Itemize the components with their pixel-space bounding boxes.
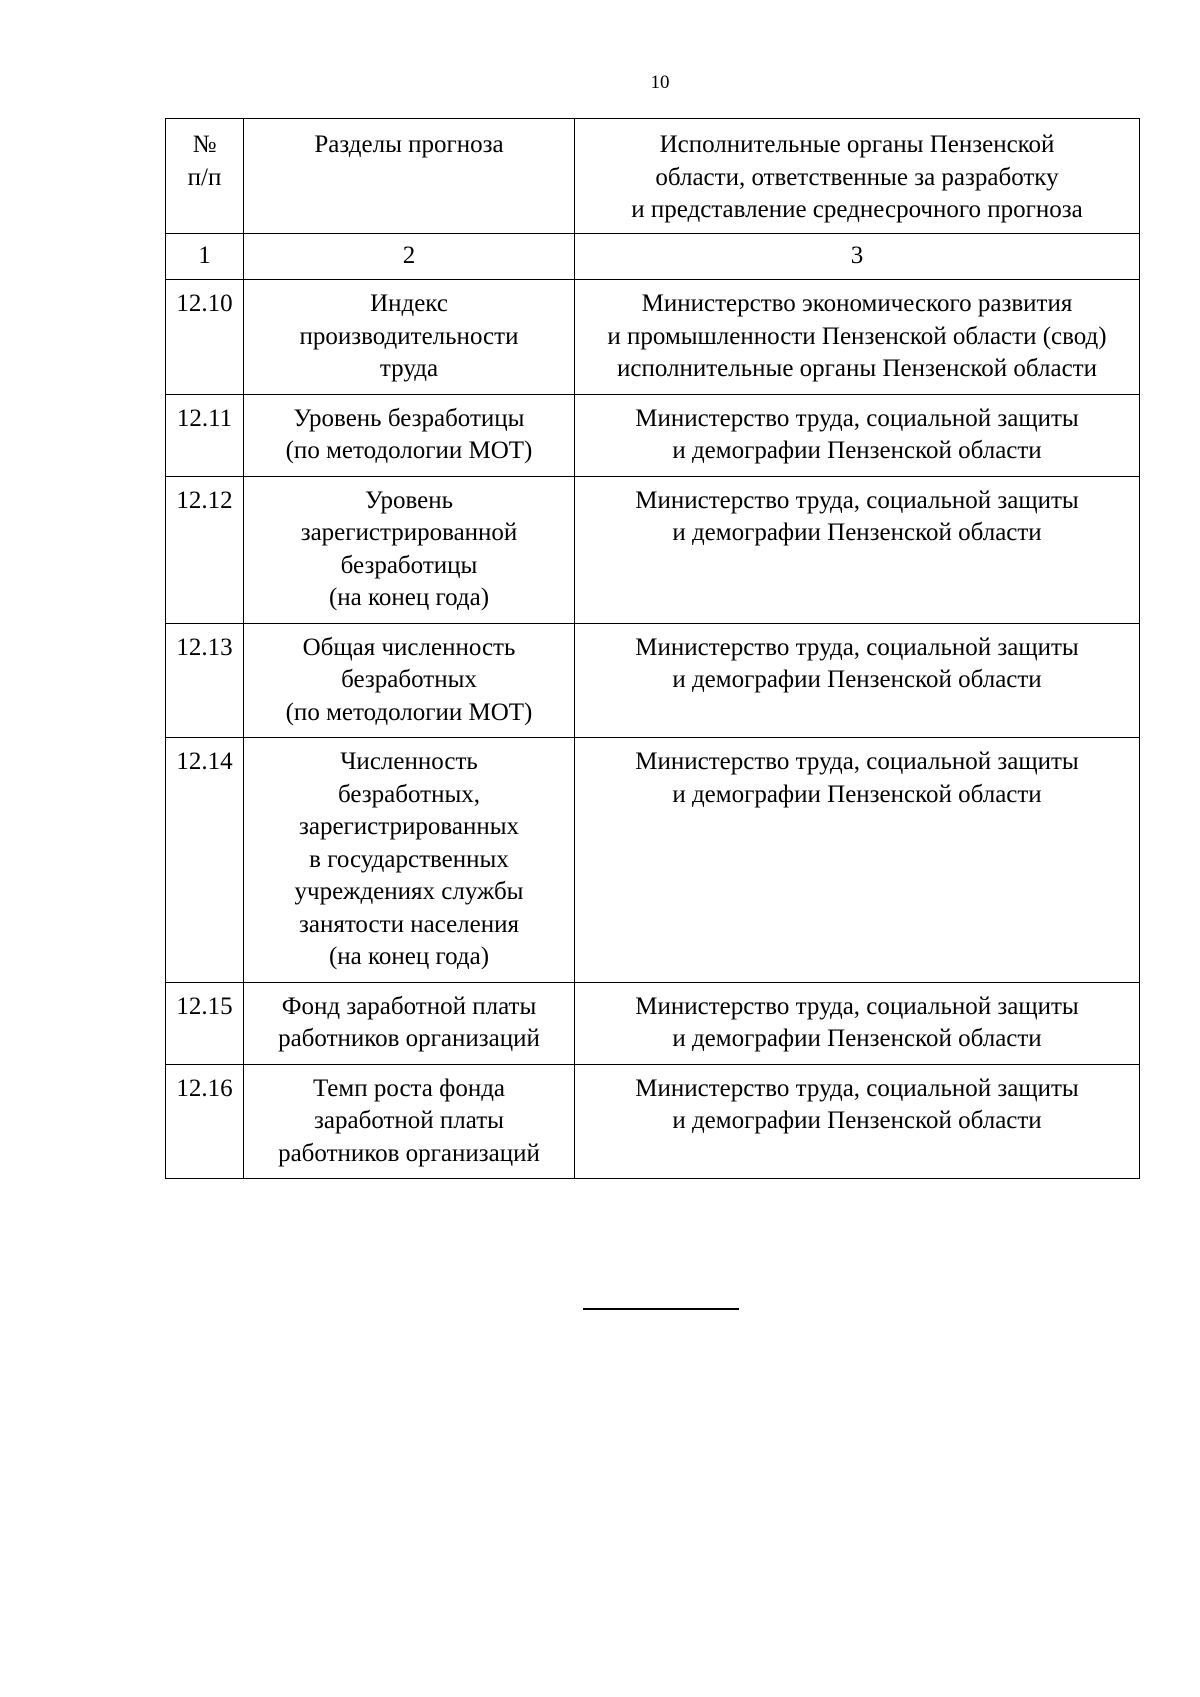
table-row	[166, 476, 1140, 623]
table-row	[166, 1064, 1140, 1179]
row-number: 12.14	[166, 738, 244, 983]
header-cell-organizations: Исполнительные органы Пензенской области, ответственные за разработку и представление среднесрочного прогноза	[575, 119, 1140, 234]
table-row	[166, 394, 1140, 476]
closing-divider	[583, 1308, 739, 1310]
row-section: Фонд заработной платы работников организаций	[244, 982, 575, 1064]
table-row	[166, 982, 1140, 1064]
table-row	[166, 280, 1140, 395]
row-section: Темп роста фонда заработной платы работников организаций	[244, 1064, 575, 1179]
row-organization: Министерство экономического развития и промышленности Пензенской области (свод) исполнительные органы Пензенской области	[575, 280, 1140, 395]
header-cell-section: Разделы прогноза	[244, 119, 575, 234]
table-header-row	[166, 119, 1140, 234]
column-number-3: 3	[575, 233, 1140, 280]
row-section: Индекс производительности труда	[244, 280, 575, 395]
row-organization: Министерство труда, социальной защиты и демографии Пензенской области	[575, 623, 1140, 738]
row-number: 12.16	[166, 1064, 244, 1179]
row-organization: Министерство труда, социальной защиты и демографии Пензенской области	[575, 738, 1140, 983]
column-number-1: 1	[166, 233, 244, 280]
row-organization: Министерство труда, социальной защиты и демографии Пензенской области	[575, 394, 1140, 476]
row-section: Уровень зарегистрированной безработицы (на конец года)	[244, 476, 575, 623]
forecast-sections-table	[165, 118, 1140, 1179]
row-number: 12.13	[166, 623, 244, 738]
column-numbering-row	[166, 233, 1140, 280]
row-section: Общая численность безработных (по методологии МОТ)	[244, 623, 575, 738]
row-number: 12.15	[166, 982, 244, 1064]
row-number: 12.10	[166, 280, 244, 395]
row-number: 12.12	[166, 476, 244, 623]
column-number-2: 2	[244, 233, 575, 280]
row-number: 12.11	[166, 394, 244, 476]
table-row	[166, 623, 1140, 738]
page-number: 10	[650, 72, 670, 93]
header-cell-number: № п/п	[166, 119, 244, 234]
row-section: Уровень безработицы (по методологии МОТ)	[244, 394, 575, 476]
row-organization: Министерство труда, социальной защиты и демографии Пензенской области	[575, 1064, 1140, 1179]
row-organization: Министерство труда, социальной защиты и демографии Пензенской области	[575, 476, 1140, 623]
row-section: Численность безработных, зарегистрированных в государственных учреждениях службы занятости населения (на конец года)	[244, 738, 575, 983]
table-row	[166, 738, 1140, 983]
row-organization: Министерство труда, социальной защиты и демографии Пензенской области	[575, 982, 1140, 1064]
